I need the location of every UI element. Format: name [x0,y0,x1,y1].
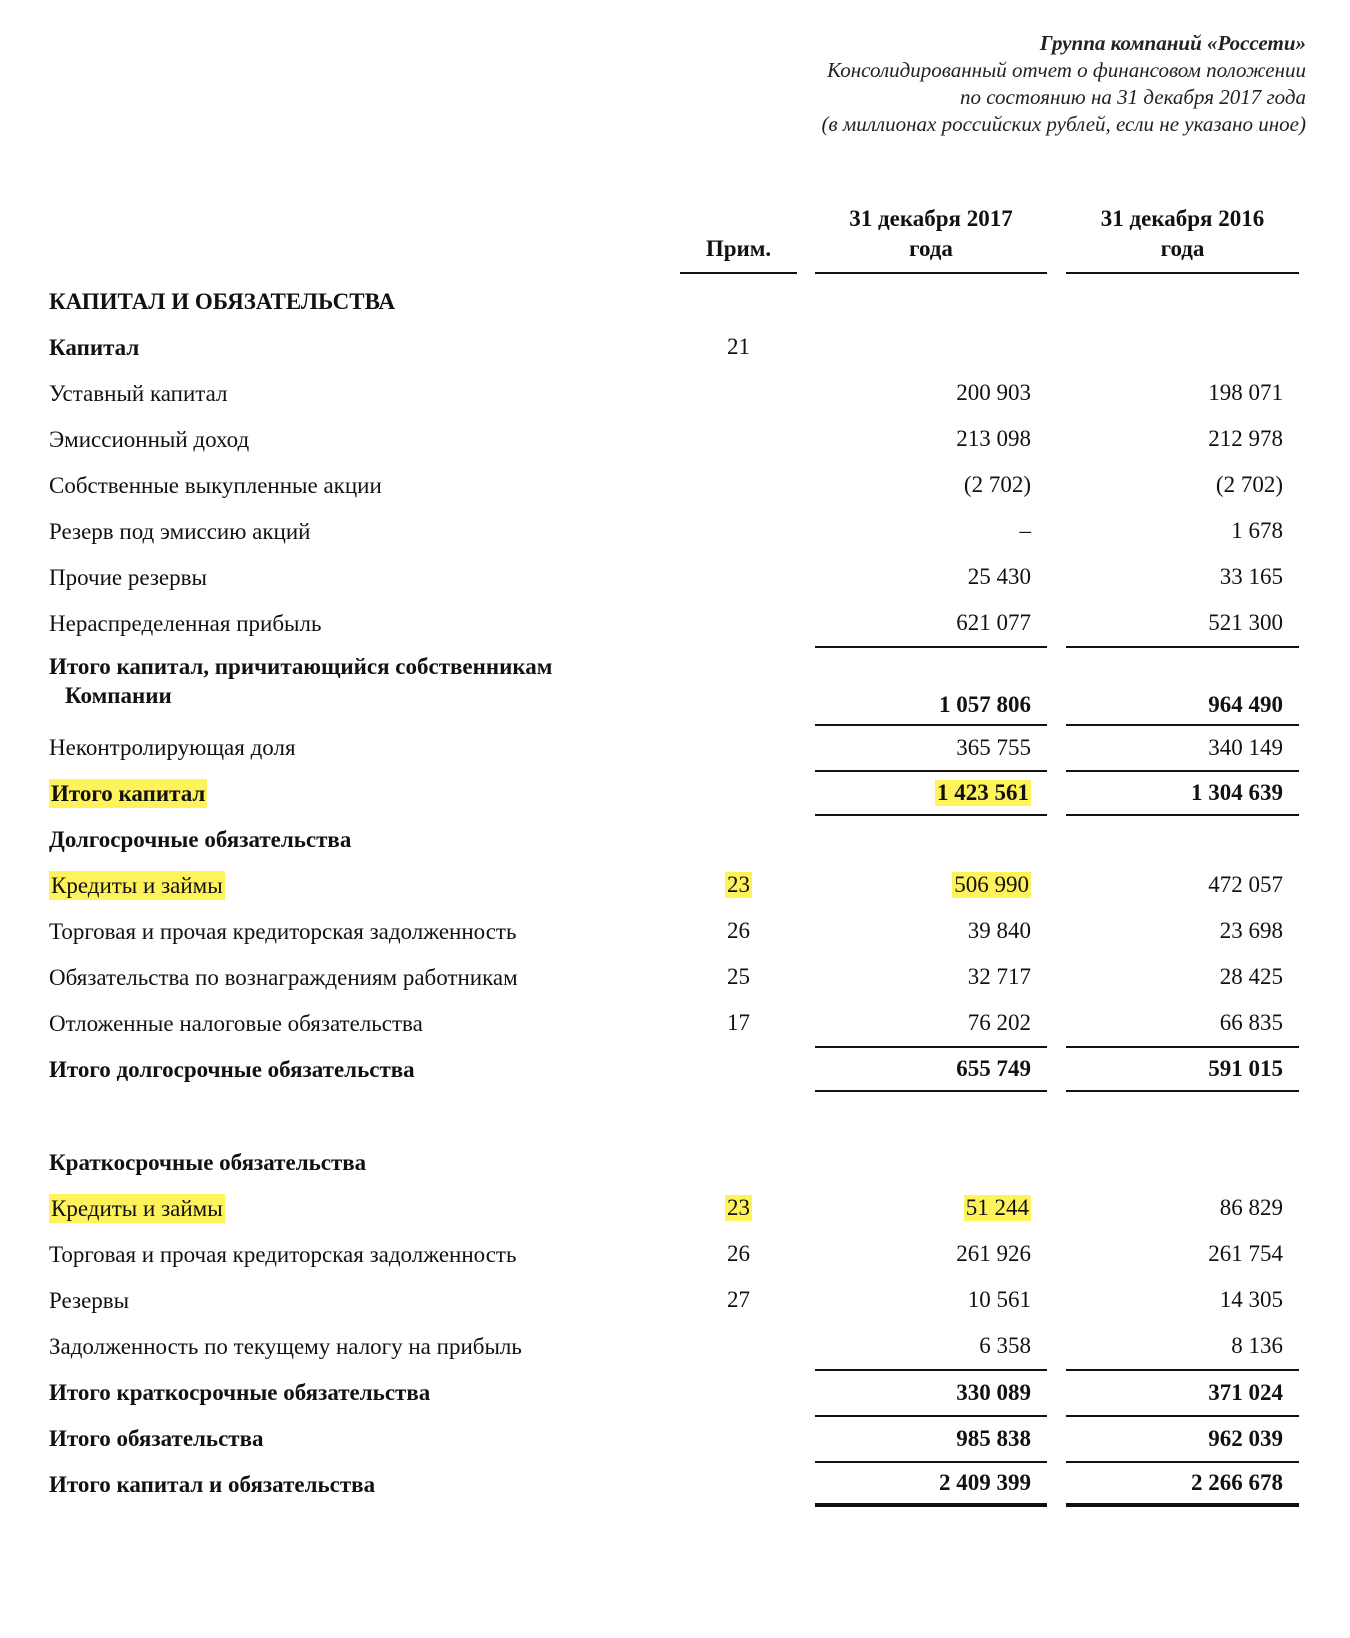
row-value-2016: 66 835 [1219,1010,1283,1035]
row-value-2016: 2 266 678 [1066,1461,1299,1507]
row-label [49,646,669,724]
row-value-2017: 32 717 [967,964,1031,989]
table-row [0,954,1350,1000]
table-row [0,862,1350,908]
table-row [0,724,1350,770]
row-label [49,1185,669,1231]
row-label: Торговая и прочая кредиторская задолженность [49,1241,517,1267]
row-value-2017: 2 409 399 [815,1461,1047,1507]
row-value-2017: 213 098 [956,426,1031,451]
subtotal-row [0,1046,1350,1092]
highlighted-label: Итого капитал [51,780,206,806]
subtotal-row [0,1415,1350,1461]
row-value-2016: 261 754 [1208,1241,1283,1266]
row-label: Уставный капитал [49,380,228,406]
row-value-2016: 340 149 [1066,724,1299,770]
table-row [0,600,1350,646]
row-value-2016: 964 490 [1066,646,1299,724]
table-row [0,416,1350,462]
row-value-2017: 200 903 [956,380,1031,405]
row-label [49,770,669,816]
column-2017-line2: года [909,236,953,261]
row-label: Итого краткосрочные обязательства [49,1379,431,1405]
row-value-2017 [815,862,1047,908]
table-row [0,370,1350,416]
balance-table [0,278,1350,1507]
row-value-2017: 985 838 [815,1415,1047,1461]
row-label: Итого долгосрочные обязательства [49,1056,415,1082]
row-value-2017: 655 749 [815,1046,1047,1092]
row-value-2017: 621 077 [956,610,1031,635]
table-row [0,1000,1350,1046]
row-note [680,862,797,908]
total-equity-row [0,770,1350,816]
row-label: Прочие резервы [49,564,207,590]
row-note: 26 [727,1241,750,1266]
row-value-2017 [815,770,1047,816]
row-label-line2: Компании [65,683,172,708]
highlighted-value: 1 423 561 [937,780,1029,805]
row-value-2016: 14 305 [1219,1287,1283,1312]
row-value-2016: 591 015 [1066,1046,1299,1092]
column-2016-line2: года [1160,236,1205,261]
table-row [0,554,1350,600]
row-value-2016: 521 300 [1208,610,1283,635]
row-label [49,862,669,908]
row-label: Краткосрочные обязательства [49,1149,367,1175]
row-label: Обязательства по вознаграждениям работникам [49,964,518,990]
row-value-2016: 371 024 [1066,1369,1299,1415]
row-label-line1: Итого капитал, причитающийся собственникам [49,654,553,679]
section-row [0,816,1350,862]
row-value-2016: 28 425 [1219,964,1283,989]
column-2016-line1: 31 декабря 2016 [1100,206,1265,231]
row-value-2017: 330 089 [815,1369,1047,1415]
highlighted-value: 506 990 [954,872,1029,897]
column-headers [0,202,1350,274]
highlighted-note: 23 [727,872,750,897]
column-note-label: Прим. [705,236,772,261]
row-note: 25 [727,964,750,989]
table-row [0,1277,1350,1323]
highlighted-note: 23 [727,1195,750,1220]
table-row [0,1185,1350,1231]
report-units: (в миллионах российских рублей, если не указано иное) [821,112,1306,136]
table-row [0,1323,1350,1369]
row-label: Отложенные налоговые обязательства [49,1010,423,1036]
table-row [0,908,1350,954]
row-value-2017: – [1019,518,1031,543]
highlighted-value: 51 244 [965,1195,1029,1220]
row-label: Задолженность по текущему налогу на прибыль [49,1333,522,1359]
column-2017-line1: 31 декабря 2017 [849,206,1013,231]
row-note: 21 [727,334,750,359]
row-value-2017: 10 561 [967,1287,1031,1312]
grand-total-row [0,1461,1350,1507]
row-label: Капитал [49,334,140,360]
highlighted-label: Кредиты и займы [51,872,223,898]
column-2017 [815,204,1047,274]
row-label: Эмиссионный доход [49,426,250,452]
row-label: Неконтролирующая доля [49,734,296,760]
row-value-2017: 365 755 [815,724,1047,770]
report-header [822,30,1306,138]
report-title: Консолидированный отчет о финансовом положении [827,58,1306,82]
row-label: Итого обязательства [49,1425,264,1451]
row-value-2016: 86 829 [1219,1195,1283,1220]
table-row [0,1231,1350,1277]
row-value-2017: (2 702) [963,472,1031,497]
row-label: Собственные выкупленные акции [49,472,382,498]
table-row [0,462,1350,508]
row-label: Долгосрочные обязательства [49,826,352,852]
row-value-2017: 1 057 806 [815,646,1047,724]
row-label: Резервы [49,1287,130,1313]
row-value-2017: 39 840 [967,918,1031,943]
row-value-2017 [815,1185,1047,1231]
section-row [0,1139,1350,1185]
column-note [680,234,797,274]
row-label: Торговая и прочая кредиторская задолженность [49,918,517,944]
row-value-2016: 23 698 [1219,918,1283,943]
row-label: Итого капитал и обязательства [49,1471,376,1497]
row-note [680,1185,797,1231]
section-title: КАПИТАЛ И ОБЯЗАТЕЛЬСТВА [49,288,396,314]
section-title-row [0,278,1350,324]
row-value-2016: 8 136 [1231,1333,1283,1358]
row-value-2017: 261 926 [956,1241,1031,1266]
table-row [0,508,1350,554]
row-label: Резерв под эмиссию акций [49,518,311,544]
highlighted-label: Кредиты и займы [51,1195,223,1221]
row-note: 17 [727,1010,750,1035]
row-value-2017: 25 430 [967,564,1031,589]
subtotal-row [0,646,1350,724]
row-note: 27 [727,1287,750,1312]
row-value-2016: 1 678 [1231,518,1283,543]
row-value-2017: 76 202 [967,1010,1031,1035]
row-label: Нераспределенная прибыль [49,610,322,636]
row-value-2016: 962 039 [1066,1415,1299,1461]
row-value-2016: (2 702) [1215,472,1283,497]
report-date: по состоянию на 31 декабря 2017 года [960,85,1306,109]
row-value-2016: 212 978 [1208,426,1283,451]
column-2016 [1066,204,1299,274]
row-value-2016: 472 057 [1208,872,1283,897]
row-value-2016: 33 165 [1219,564,1283,589]
table-row [0,324,1350,370]
spacer-row [0,1092,1350,1139]
row-note: 26 [727,918,750,943]
row-value-2016: 1 304 639 [1066,770,1299,816]
row-value-2017: 6 358 [979,1333,1031,1358]
subtotal-row [0,1369,1350,1415]
row-value-2016: 198 071 [1208,380,1283,405]
company-name: Группа компаний «Россети» [1039,31,1306,55]
